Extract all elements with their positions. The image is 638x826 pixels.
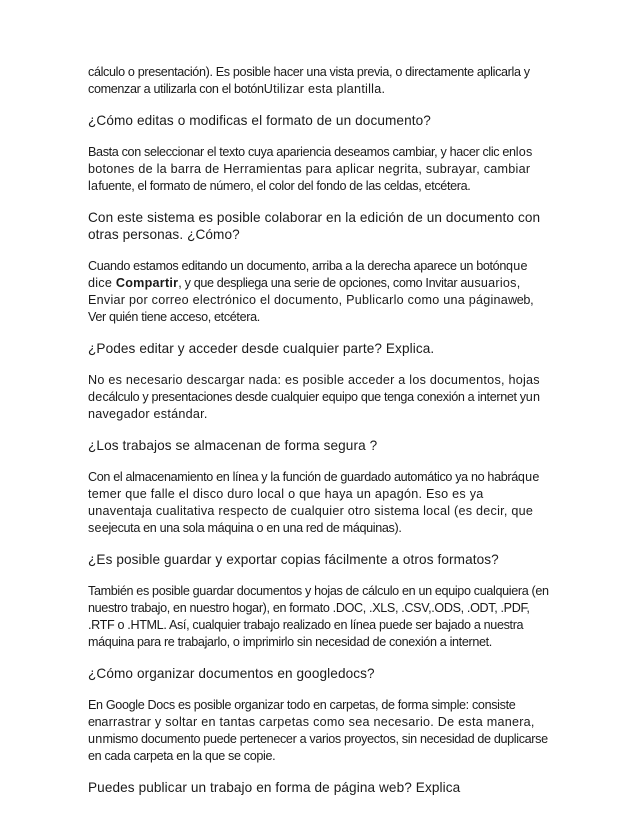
answer-paragraph: [88, 697, 550, 765]
answer-paragraph: [88, 583, 550, 651]
text-run: usuarios, Enviar por correo electrónico el documento, Publicarlo como una página: [88, 276, 521, 307]
text-run: ejecuta en una sola máquina o en una red de máquinas).: [101, 521, 402, 535]
answer-paragraph: [88, 469, 550, 537]
text-run: web, Ver quién tiene acceso, etcétera.: [88, 293, 534, 324]
text-run: ventaja cualitativa respecto de cualquier otro sistema local (es decir, que se: [88, 504, 534, 535]
text-run: Basta con seleccionar el texto cuya apariencia deseamos cambiar, y hacer clic en: [88, 145, 516, 159]
question-heading: [88, 340, 550, 357]
text-run: Con este sistema es posible colaborar en la edición de un documento con otras personas. ¿Cómo?: [88, 210, 541, 242]
text-run: que dice: [88, 259, 528, 290]
text-run: un navegador estándar.: [88, 390, 541, 421]
text-run: Con el almacenamiento en línea y la función de guardado automático ya no habrá: [88, 470, 518, 484]
text-run: No es necesario descargar nada: es posible acceder a los documentos, hojas de: [88, 373, 540, 404]
text-run: los botones de la barra de Herramientas para aplicar negrita, subrayar, cambiar la: [88, 145, 533, 193]
bold-term: Compartir: [115, 276, 179, 290]
text-run: ¿Es posible guardar y exportar copias fácilmente a otros formatos?: [88, 552, 499, 567]
text-run: cálculo y presentaciones desde cualquier equipo que tenga conexión a internet y: [102, 390, 526, 404]
text-run: Puedes publicar un trabajo en forma de página web? Explica: [88, 780, 461, 795]
text-run: En Google Docs es posible organizar todo en carpetas, de forma simple: consiste en: [88, 698, 516, 729]
text-run: ¿Los trabajos se almacenan de forma segura ?: [88, 438, 378, 453]
question-heading: [88, 437, 550, 454]
text-run: , y que despliega una serie de opciones, como Invitar a: [178, 276, 468, 290]
question-heading: [88, 551, 550, 568]
question-heading: [88, 665, 550, 682]
answer-paragraph: [88, 258, 550, 326]
text-run: Utilizar esta plantilla.: [263, 82, 386, 96]
question-heading: [88, 112, 550, 129]
answer-paragraph: [88, 64, 550, 98]
text-run: También es posible guardar documentos y hojas de cálculo en un equipo cualquiera (en nuestro trabajo, en nuestro hogar), en formato .DOC, .XLS, .CSV,.ODS, .ODT, .PDF, .RTF o .HTML. Así, cualquier trabajo realizado en línea puede ser bajado a nuestra máquina para re trabajarlo, o imprimirlo sin necesidad de conexión a internet.: [88, 584, 549, 649]
text-run: cálculo o presentación). Es posible hacer una vista previa, o directamente aplicarla y comenzar a utilizarla con el botón: [88, 65, 530, 96]
text-run: ¿Cómo editas o modificas el formato de un documento?: [88, 113, 431, 128]
text-run: fuente, el formato de número, el color del fondo de las celdas, etcétera.: [98, 179, 471, 193]
answer-paragraph: [88, 372, 550, 423]
text-run: Cuando estamos editando un documento, arriba a la derecha aparece un botón: [88, 259, 506, 273]
question-heading: [88, 779, 550, 796]
text-run: ¿Podes editar y acceder desde cualquier parte? Explica.: [88, 341, 435, 356]
text-run: mismo documento puede pertenecer a varios proyectos, sin necesidad de duplicarse en cada carpeta en la que se copie.: [88, 732, 548, 763]
question-heading: [88, 209, 550, 243]
text-run: que temer que falle el disco duro local o que haya un apagón. Eso es ya una: [88, 470, 540, 518]
answer-paragraph: [88, 144, 550, 195]
text-run: arrastrar y soltar en tantas carpetas como sea necesario. De esta manera, un: [88, 715, 535, 746]
text-run: ¿Cómo organizar documentos en googledocs?: [88, 666, 375, 681]
